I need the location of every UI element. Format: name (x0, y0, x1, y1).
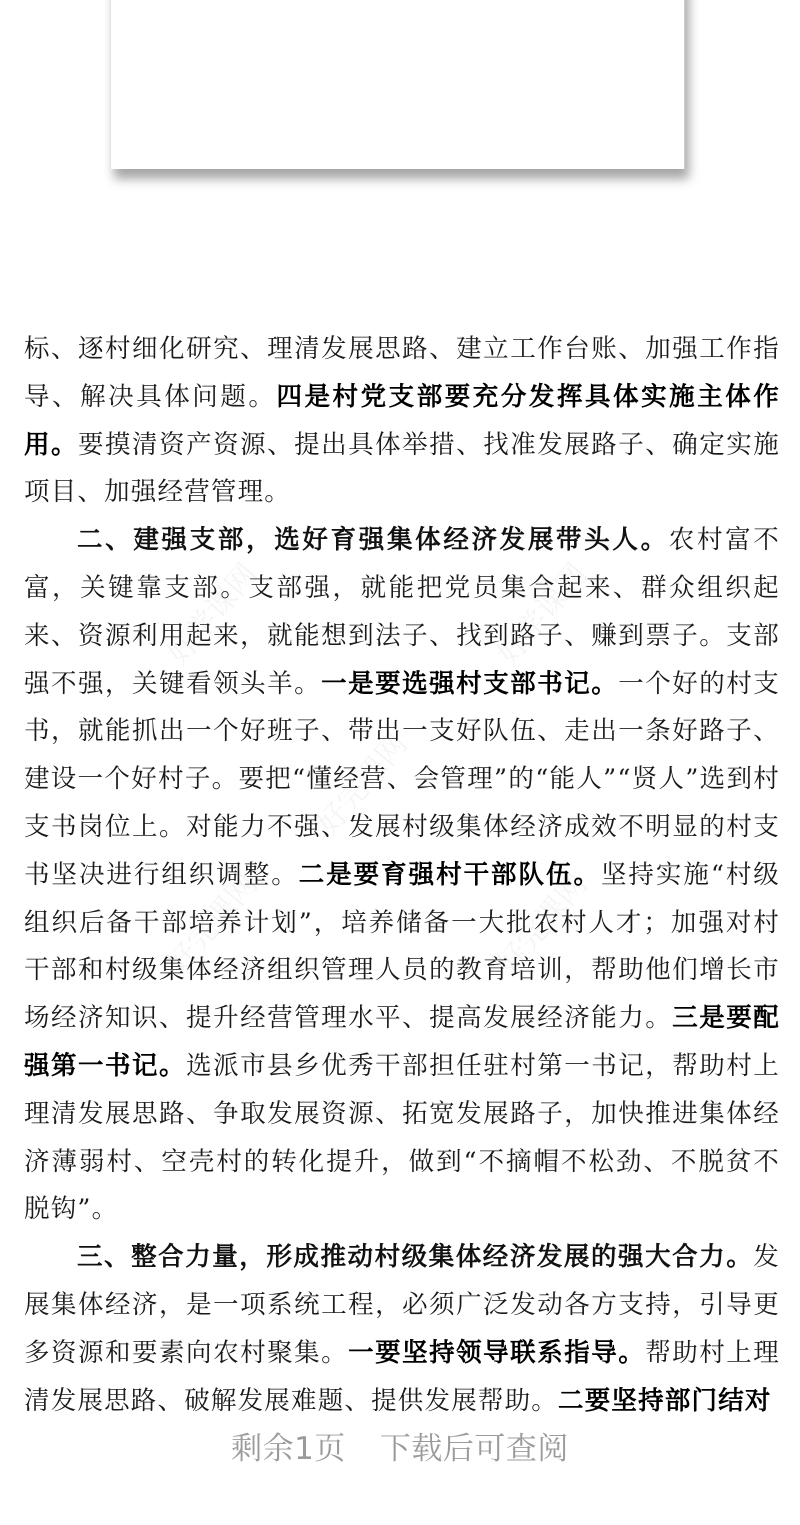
body-text: 要摸清资产资源、提出具体举措、找准发展路子、确定实施项目、加强经营管理。 (24, 429, 781, 508)
body-text: 一个好的村支书，就能抓出一个好班子、带出一支好队伍、走出一条好路子、建设一个好村子。要把“懂经营、会管理”的“能人”“贤人”选到村支书岗位上。对能力不强、发展村级集体经济成效不明显的村支书坚决进行组织调整。 (24, 668, 781, 890)
download-to-view-label[interactable]: 下载后可查阅 (379, 1431, 569, 1467)
body-text: 选派市县乡优秀干部担任驻村第一书记，帮助村上理清发展思路、争取发展资源、拓宽发展路子，加快推进集体经济薄弱村、空壳村的转化提升，做到“不摘帽不松劲、不脱贫不脱钩”。 (24, 1050, 781, 1225)
key-point: 三是要配强第一书记。 (24, 1003, 780, 1081)
remaining-pages-label[interactable]: 剩余1页 (231, 1431, 346, 1467)
paragraph (24, 326, 780, 517)
previous-page-card (110, 0, 685, 169)
key-point: 一要坚持领导联系指导。 (348, 1337, 646, 1368)
body-text: 帮助村上理清发展思路、破解发展难题、提供发展帮助。 (24, 1337, 780, 1416)
body-text: 发展集体经济，是一项系统工程，必须广泛发动各方支持，引导更多资源和要素向农村聚集。 (24, 1242, 780, 1368)
document-body (24, 326, 780, 1425)
remaining-pages-banner[interactable] (0, 1423, 800, 1468)
paragraph (24, 1234, 780, 1425)
body-text: 农村富不富，关键靠支部。支部强，就能把党员集合起来、群众组织起来、资源利用起来，就能想到法子、找到路子、赚到票子。支部强不强，关键看领头羊。 (24, 525, 781, 699)
key-point: 二是要育强村干部队伍。 (298, 859, 601, 890)
key-point: 二要坚持部门结对 (558, 1385, 772, 1416)
key-point: 一是要选强村支部书记。 (321, 668, 619, 699)
section-heading: 二、建强支部，选好育强集体经济发展带头人。 (77, 525, 669, 556)
section-heading: 三、整合力量，形成推动村级集体经济发展的强大合力。 (77, 1242, 754, 1273)
paragraph (24, 517, 780, 1234)
key-point: 四是村党支部要充分发挥具体实施主体作用。 (24, 381, 780, 460)
body-text: 坚持实施“村级组织后备干部培养计划”，培养储备一大批农村人才；加强对村干部和村级集体经济组织管理人员的教育培训，帮助他们增长市场经济知识、提升经营管理水平、提高发展经济能力。 (24, 859, 781, 1034)
body-text: 标、逐村细化研究、理清发展思路、建立工作台账、加强工作指导、解决具体问题。 (24, 334, 780, 412)
